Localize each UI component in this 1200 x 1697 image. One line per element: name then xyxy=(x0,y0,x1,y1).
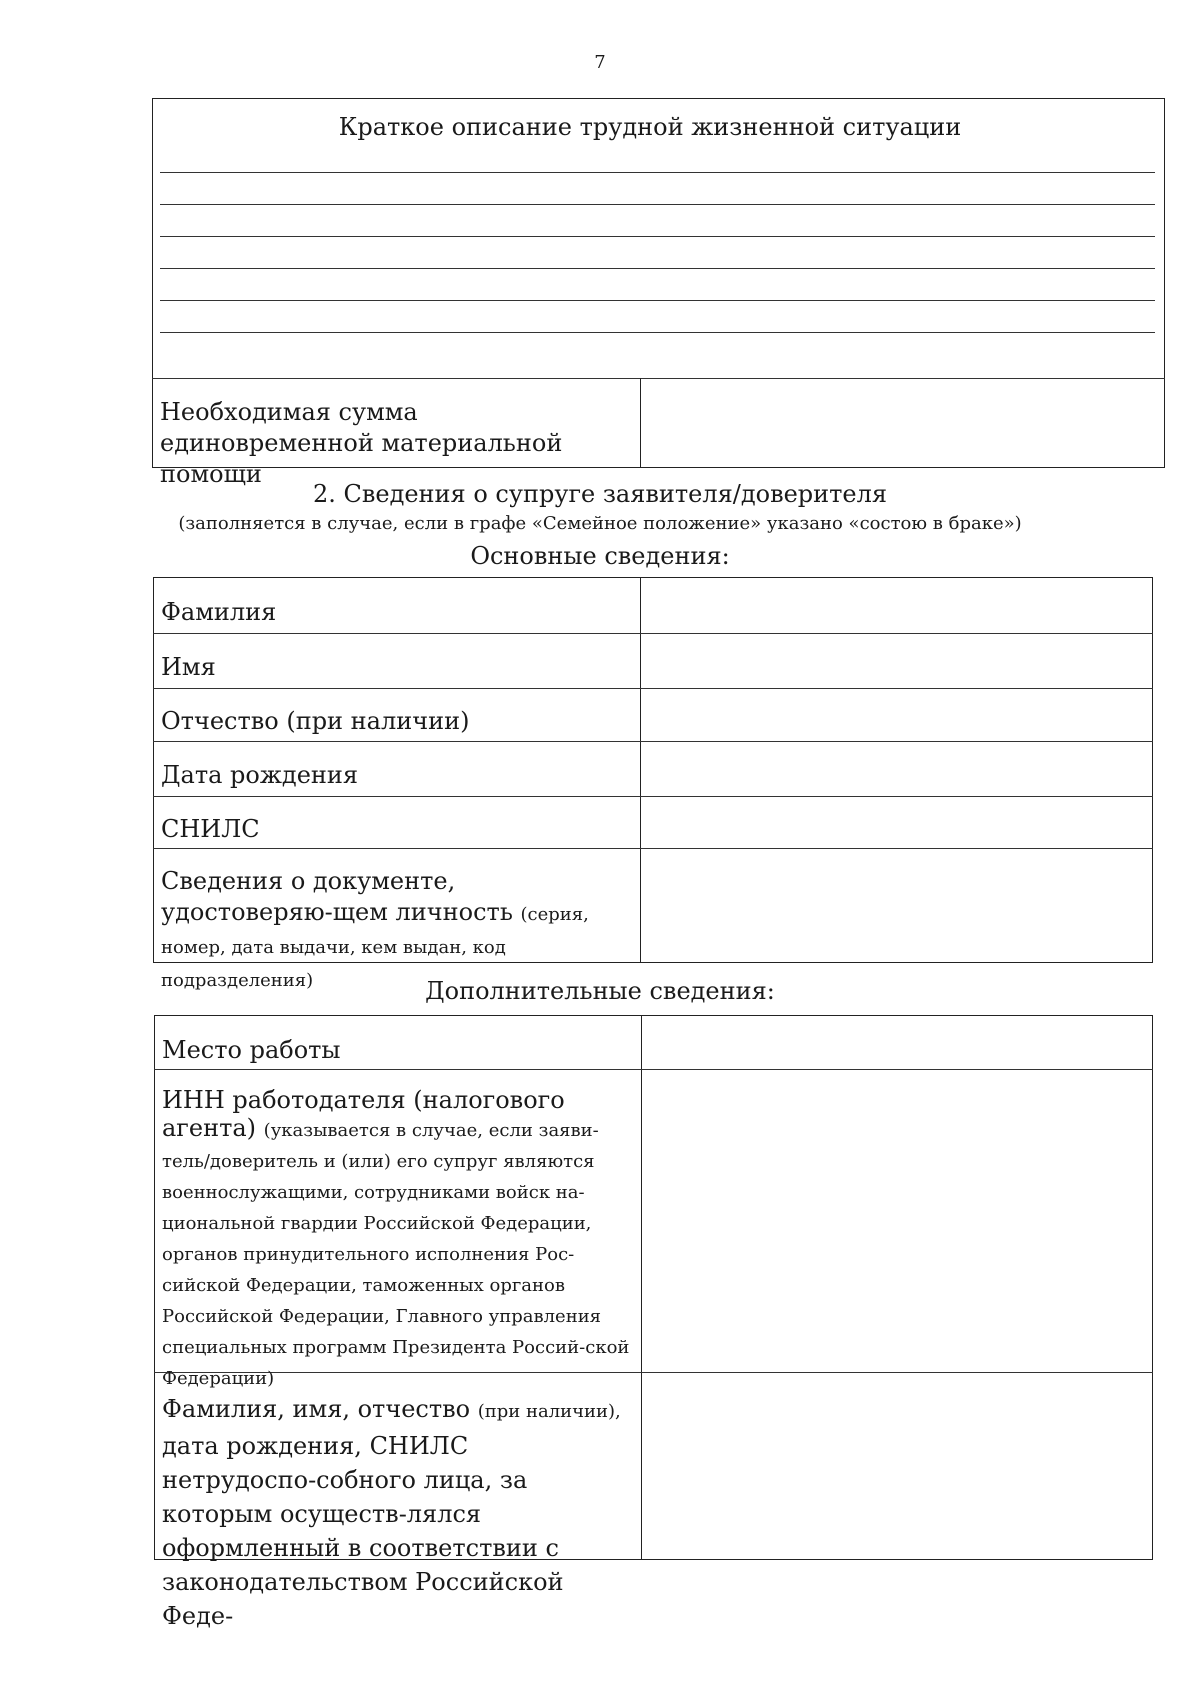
table-divider xyxy=(152,378,1165,379)
basic-info-heading: Основные сведения: xyxy=(470,542,730,570)
description-line[interactable] xyxy=(160,172,1155,173)
row-divider xyxy=(154,1069,1153,1070)
inn-label xyxy=(162,1086,637,1393)
row-divider xyxy=(153,741,1153,742)
birth-date-field[interactable] xyxy=(642,743,1151,795)
additional-info-heading: Дополнительные сведения: xyxy=(425,977,775,1005)
inn-field[interactable] xyxy=(643,1071,1151,1371)
id-document-main: Сведения о документе, удостоверяю-щем личность xyxy=(161,867,513,926)
snils-field[interactable] xyxy=(642,798,1151,847)
birth-date-label: Дата рождения xyxy=(161,761,359,789)
dependent-label xyxy=(162,1392,622,1633)
situation-title: Краткое описание трудной жизненной ситуации xyxy=(338,113,962,141)
row-divider xyxy=(153,796,1153,797)
snils-label: СНИЛС xyxy=(161,815,260,843)
section-2-note: (заполняется в случае, если в графе «Семейное положение» указано «состою в браке») xyxy=(178,513,1022,534)
amount-field[interactable] xyxy=(642,380,1163,466)
row-divider xyxy=(153,688,1153,689)
workplace-label: Место работы xyxy=(162,1036,341,1064)
name-label: Имя xyxy=(161,653,216,681)
row-divider xyxy=(153,848,1153,849)
description-line[interactable] xyxy=(160,268,1155,269)
patronymic-label: Отчество (при наличии) xyxy=(161,707,470,735)
column-divider xyxy=(640,577,641,963)
column-divider xyxy=(640,378,641,468)
inn-note: (указывается в случае, если заяви-тель/доверитель и (или) его супруг являются военнослужащими, сотрудниками войск на-циональной гвардии Российской Федерации, органов принудительного исполнения Рос-сийской Федерации, таможенных органов Российской Федерации, Главного управления специальных программ Президента Россий-ской Федерации) xyxy=(162,1120,630,1389)
description-line[interactable] xyxy=(160,300,1155,301)
workplace-field[interactable] xyxy=(643,1017,1151,1068)
id-document-note: (серия, номер, дата выдачи, кем выдан, код подразделения) xyxy=(161,904,589,991)
description-line[interactable] xyxy=(160,204,1155,205)
dependent-note: (при наличии), xyxy=(477,1401,621,1422)
surname-label: Фамилия xyxy=(161,598,277,626)
surname-field[interactable] xyxy=(642,579,1151,632)
patronymic-field[interactable] xyxy=(642,690,1151,740)
page-number: 7 xyxy=(594,52,606,73)
description-line[interactable] xyxy=(160,236,1155,237)
row-divider xyxy=(153,633,1153,634)
column-divider xyxy=(641,1015,642,1560)
name-field[interactable] xyxy=(642,635,1151,687)
id-document-field[interactable] xyxy=(642,850,1151,961)
dependent-field[interactable] xyxy=(643,1374,1151,1558)
inn-main: ИНН работодателя (налогового агента) xyxy=(162,1086,565,1142)
description-line[interactable] xyxy=(160,332,1155,333)
dependent-main-1: Фамилия, имя, отчество xyxy=(162,1395,471,1423)
dependent-main-2: дата рождения, СНИЛС нетрудоспо-собного лица, за которым осуществ-лялся оформленный в соответствии с законодательством Российской Феде- xyxy=(162,1432,564,1630)
section-2-title: 2. Сведения о супруге заявителя/доверителя xyxy=(312,480,888,508)
amount-label: Необходимая сумма единовременной материальной помощи xyxy=(160,398,563,488)
